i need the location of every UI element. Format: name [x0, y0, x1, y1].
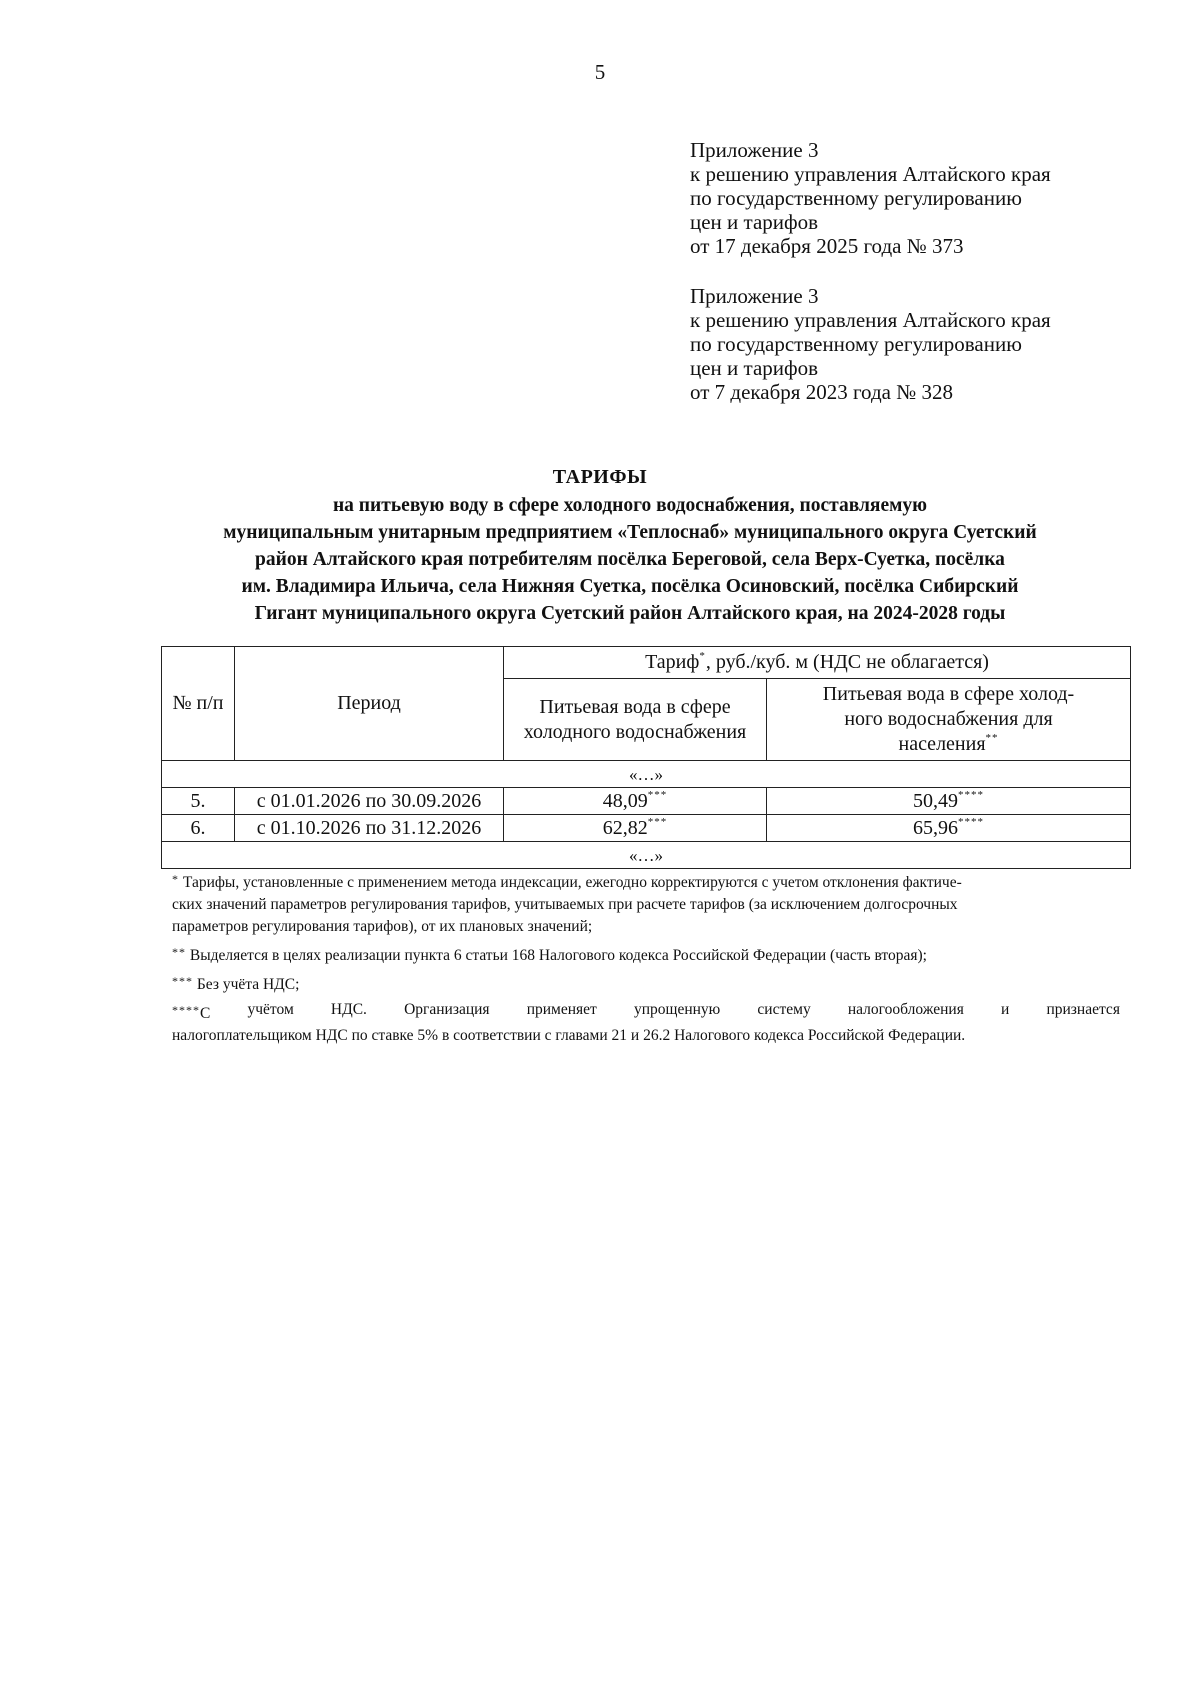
footnote-mark: ***	[647, 815, 668, 828]
footnote-1	[172, 868, 1120, 938]
footnote-3	[172, 970, 1120, 996]
table-row-omitted	[162, 761, 1131, 788]
table-row-omitted	[162, 842, 1131, 869]
footnote-line: параметров регулирования тарифов), от их плановых значений;	[172, 918, 593, 935]
appendix-line: цен и тарифов	[690, 356, 819, 380]
header-tariff-prefix: Тариф	[645, 651, 700, 673]
header-line: Питьевая вода в сфере холод-	[822, 683, 1075, 705]
omission-marker: «…»	[162, 761, 1131, 788]
appendix-block-original	[690, 284, 1170, 404]
footnote-mark: ****	[958, 788, 984, 801]
footnote-word: учётом	[247, 1001, 294, 1018]
table-header-row	[162, 647, 1131, 679]
subtitle-line: муниципальным унитарным предприятием «Теплоснаб» муниципального округа Суетский	[223, 522, 1037, 543]
cell-tariff-population	[767, 815, 1131, 842]
appendix-block-current	[690, 138, 1170, 258]
footnote-4	[172, 999, 1120, 1047]
footnote-word: Организация	[404, 1001, 490, 1018]
header-water-population	[767, 679, 1131, 761]
footnote-word: систему	[757, 1001, 811, 1018]
footnote-mark: *	[172, 872, 179, 886]
appendix-line: по государственному регулированию	[690, 186, 1022, 210]
appendix-line: цен и тарифов	[690, 210, 819, 234]
cell-value: 62,82	[602, 816, 648, 839]
footnote-text: Тарифы, установленные с применением метода индексации, ежегодно корректируются с учетом отклонения фактиче-	[179, 874, 962, 891]
footnote-line: налогоплательщиком НДС по ставке 5% в соответствии с главами 21 и 26.2 Налогового кодекса Российской Федерации.	[172, 1027, 966, 1044]
tariff-table	[161, 646, 1131, 869]
footnote-mark: ****	[958, 815, 984, 828]
footnote-text: Без учёта НДС;	[193, 976, 300, 993]
cell-number: 5.	[162, 788, 235, 815]
header-line: Питьевая вода в сфере	[539, 695, 731, 718]
footnote-text: Выделяется в целях реализации пункта 6 статьи 168 Налогового кодекса Российской Федерации (часть вторая);	[186, 947, 927, 964]
header-line-text: населения	[898, 733, 986, 755]
footnote-word-text: С	[200, 1005, 211, 1022]
cell-number: 6.	[162, 815, 235, 842]
footnote-word: применяет	[526, 1001, 597, 1018]
cell-period: с 01.10.2026 по 31.12.2026	[235, 815, 504, 842]
footnote-word: упрощенную	[633, 1001, 721, 1018]
appendix-line: от 7 декабря 2023 года № 328	[690, 380, 953, 404]
footnote-word	[172, 999, 210, 1025]
subtitle-line: район Алтайского края потребителям посёлка Береговой, села Верх-Суетка, посёлка	[255, 549, 1005, 570]
cell-value: 48,09	[602, 789, 648, 812]
footnote-mark: ***	[172, 974, 193, 988]
header-line: холодного водоснабжения	[523, 720, 747, 743]
footnote-word: налогообложения	[847, 1001, 964, 1018]
appendix-line: от 17 декабря 2025 года № 373	[690, 234, 964, 258]
appendix-line: к решению управления Алтайского края	[690, 162, 1051, 186]
cell-period: с 01.01.2026 по 30.09.2026	[235, 788, 504, 815]
footnotes	[172, 868, 1120, 1050]
footnote-word: признается	[1046, 1001, 1120, 1018]
subtitle-line: Гигант муниципального округа Суетский район Алтайского края, на 2024-2028 годы	[254, 603, 1006, 624]
footnote-word: и	[1001, 1001, 1010, 1018]
appendix-line: Приложение 3	[690, 138, 819, 162]
cell-value: 50,49	[913, 789, 958, 812]
cell-value: 65,96	[913, 816, 958, 839]
cell-tariff-population	[767, 788, 1131, 815]
header-line: ного водоснабжения для	[844, 708, 1053, 730]
footnote-mark: ****	[172, 1003, 200, 1017]
footnote-mark: **	[985, 732, 999, 744]
document-subtitle	[150, 492, 1110, 627]
header-period: Период	[235, 647, 504, 761]
header-tariff	[504, 647, 1131, 679]
document-title: ТАРИФЫ	[552, 466, 648, 488]
header-water-general	[504, 679, 767, 761]
table-row	[162, 788, 1131, 815]
subtitle-line: на питьевую воду в сфере холодного водоснабжения, поставляемую	[332, 495, 928, 516]
cell-tariff-general	[504, 815, 767, 842]
footnote-line	[172, 999, 1120, 1025]
footnote-mark: ***	[647, 788, 668, 801]
subtitle-line: им. Владимира Ильича, села Нижняя Суетка, посёлка Осиновский, посёлка Сибирский	[241, 576, 1019, 597]
page-number: 5	[594, 60, 606, 84]
footnote-line	[172, 868, 1120, 894]
header-number: № п/п	[162, 647, 235, 761]
footnote-mark: **	[172, 945, 186, 959]
appendix-line: Приложение 3	[690, 284, 819, 308]
header-tariff-suffix: , руб./куб. м (НДС не облагается)	[705, 651, 989, 673]
table-row	[162, 815, 1131, 842]
cell-tariff-general	[504, 788, 767, 815]
footnote-2	[172, 941, 1120, 967]
footnote-mark: *	[699, 650, 706, 662]
omission-marker: «…»	[162, 842, 1131, 869]
footnote-line: ских значений параметров регулирования тарифов, учитываемых при расчете тарифов (за исключением долгосрочных	[172, 896, 958, 913]
appendix-line: к решению управления Алтайского края	[690, 308, 1051, 332]
footnote-word: НДС.	[330, 1001, 367, 1018]
appendix-line: по государственному регулированию	[690, 332, 1022, 356]
header-line	[771, 732, 1126, 757]
